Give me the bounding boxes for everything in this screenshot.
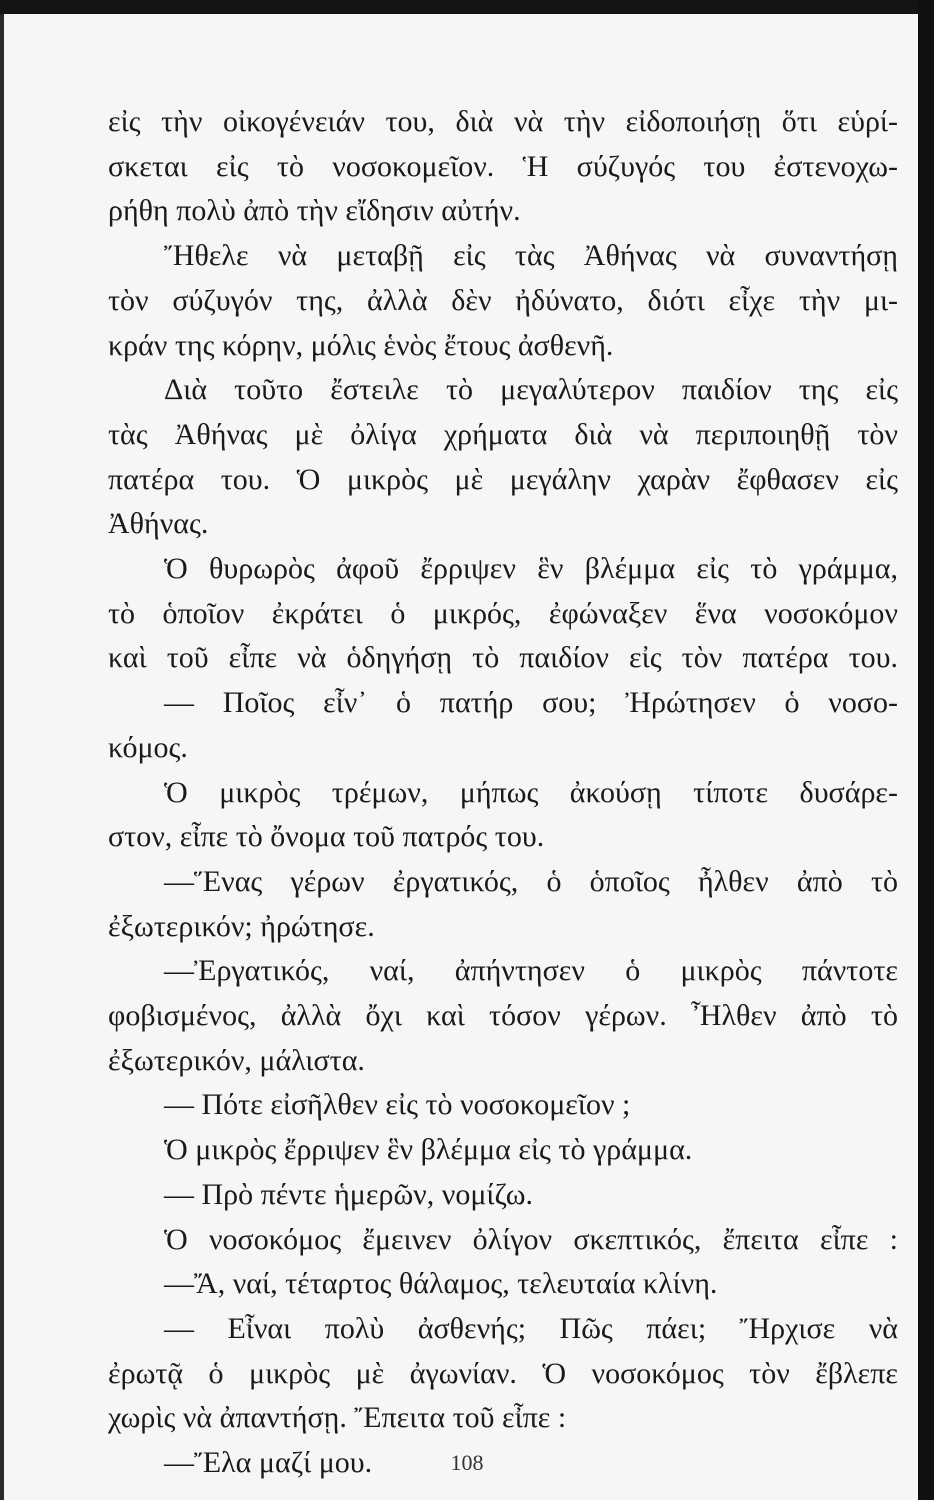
text-line: ἐρωτᾷ ὁ μικρὸς μὲ ἀγωνίαν. Ὁ νοσοκόμος τὸν ἔβλεπε xyxy=(108,1356,898,1390)
text-line: εἰς τὴν οἰκογένειάν του, διὰ νὰ τὴν εἰδοποιήσῃ ὅτι εὑρί- xyxy=(108,105,898,138)
scan-right-edge xyxy=(918,0,934,1500)
text-line: Ὁ θυρωρὸς ἀφοῦ ἔρριψεν ἓν βλέμμα εἰς τὸ γράμμα, xyxy=(164,552,898,586)
text-line: ἐξωτερικόν; ἠρώτησε. xyxy=(108,909,375,943)
text-line: καὶ τοῦ εἶπε νὰ ὁδηγήσῃ τὸ παιδίον εἰς τὸν πατέρα του. xyxy=(108,641,898,675)
text-line: ρήθη πολὺ ἀπὸ τὴν εἴδησιν αὐτήν. xyxy=(108,194,521,228)
text-line: Ὁ μικρὸς τρέμων, μήπως ἀκούσῃ τίποτε δυσάρε- xyxy=(164,775,898,809)
text-line: ἐξωτερικόν, μάλιστα. xyxy=(108,1043,365,1077)
body-text xyxy=(108,100,898,1486)
text-line: Ἤθελε νὰ μεταβῇ εἰς τὰς Ἀθήνας νὰ συναντήσῃ xyxy=(164,239,898,273)
text-line: — Εἶναι πολὺ ἀσθενής; Πῶς πάει; Ἤρχισε νὰ xyxy=(164,1311,898,1345)
page-number: 108 xyxy=(450,1450,484,1475)
text-line: στον, εἶπε τὸ ὄνομα τοῦ πατρός του. xyxy=(108,820,545,854)
text-line: Ὁ μικρὸς ἔρριψεν ἓν βλέμμα εἰς τὸ γράμμα. xyxy=(164,1133,693,1167)
text-line: Ἀθήνας. xyxy=(108,507,209,541)
text-line: —Ἐργατικός, ναί, ἀπήντησεν ὁ μικρὸς πάντοτε xyxy=(164,954,898,988)
text-line: Διὰ τοῦτο ἔστειλε τὸ μεγαλύτερον παιδίον της εἰς xyxy=(164,373,898,407)
text-line: τὰς Ἀθήνας μὲ ὀλίγα χρήματα διὰ νὰ περιποιηθῇ τὸν xyxy=(108,417,898,451)
text-line: —Ἄ, ναί, τέταρτος θάλαμος, τελευταία κλίνη. xyxy=(164,1267,718,1301)
scan-top-edge xyxy=(0,0,934,14)
text-line: — Ποῖος εἶν᾽ ὁ πατήρ σου; Ἠρώτησεν ὁ νοσο- xyxy=(164,686,898,720)
text-line: —Ἔλα μαζί μου. xyxy=(164,1446,373,1480)
text-line: τὸ ὁποῖον ἐκράτει ὁ μικρός, ἐφώναξεν ἕνα νοσοκόμον xyxy=(108,596,898,630)
text-line: τὸν σύζυγόν της, ἀλλὰ δὲν ἠδύνατο, διότι εἶχε τὴν μι- xyxy=(108,283,898,317)
text-line: φοβισμένος, ἀλλὰ ὄχι καὶ τόσον γέρων. Ἦλθεν ἀπὸ τὸ xyxy=(108,999,898,1033)
text-line: κράν της κόρην, μόλις ἑνὸς ἔτους ἀσθενῆ. xyxy=(108,328,614,362)
text-line: Ὁ νοσοκόμος ἔμεινεν ὀλίγον σκεπτικός, ἔπειτα εἶπε : xyxy=(164,1222,898,1256)
text-line: κόμος. xyxy=(108,730,188,764)
text-line: — Πότε εἰσῆλθεν εἰς τὸ νοσοκομεῖον ; xyxy=(164,1088,631,1122)
text-line: —Ἕνας γέρων ἐργατικός, ὁ ὁποῖος ἦλθεν ἀπὸ τὸ xyxy=(164,864,898,898)
text-line: χωρὶς νὰ ἀπαντήσῃ. Ἔπειτα τοῦ εἶπε : xyxy=(108,1401,567,1435)
text-line: σκεται εἰς τὸ νοσοκομεῖον. Ἡ σύζυγός του ἐστενοχω- xyxy=(108,149,898,183)
text-line: — Πρὸ πέντε ἡμερῶν, νομίζω. xyxy=(164,1177,534,1211)
text-line: πατέρα του. Ὁ μικρὸς μὲ μεγάλην χαρὰν ἔφθασεν εἰς xyxy=(108,462,898,496)
